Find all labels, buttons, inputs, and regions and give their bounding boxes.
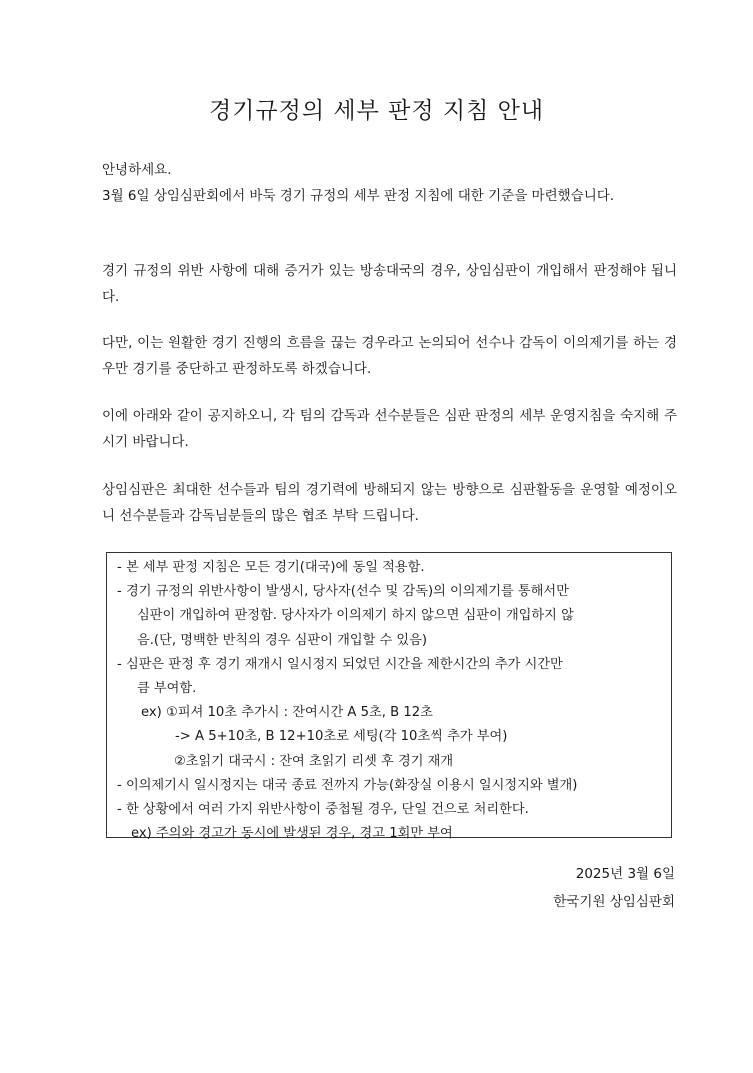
paragraph-3 <box>102 330 677 382</box>
paragraph-text: 상임심판은 최대한 선수들과 팀의 경기력에 방해되지 않는 방향으로 심판활동을 운영할 예정이오니 선수분들과 감독님분들의 많은 협조 부탁 드립니다. <box>102 482 677 524</box>
paragraph-1 <box>102 183 677 209</box>
notice-line: - 본 세부 판정 지침은 모든 경기(대국)에 동일 적용함. <box>117 560 425 575</box>
notice-line: ex) ①피셔 10초 추가시 : 잔여시간 A 5초, B 12초 <box>141 705 433 721</box>
paragraph-5 <box>102 477 677 529</box>
notice-box <box>106 552 672 842</box>
notice-line: ②초읽기 대국시 : 잔여 초읽기 리셋 후 경기 재개 <box>174 753 454 769</box>
greeting: 안녕하세요. <box>102 162 172 178</box>
notice-line: 심판이 개입하여 판정함. 당사자가 이의제기 하지 않으면 심판이 개입하지 않 <box>137 608 574 624</box>
paragraph-text: 경기 규정의 위반 사항에 대해 증거가 있는 방송대국의 경우, 상임심판이 개입해서 판정해야 됩니다. <box>102 263 677 305</box>
notice-line: ex) 주의와 경고가 동시에 발생된 경우, 경고 1회만 부여 <box>131 826 453 842</box>
paragraph-text: 3월 6일 상임심판회에서 바둑 경기 규정의 세부 판정 지침에 대한 기준을 마련했습니다. <box>102 188 615 204</box>
notice-line: - 심판은 판정 후 경기 재개시 일시정지 되었던 시간을 제한시간의 추가 시간만 <box>117 656 563 672</box>
document-title: 경기규정의 세부 판정 지침 안내 <box>208 98 545 124</box>
paragraph-2 <box>102 258 677 310</box>
notice-line: 음.(단, 명백한 반칙의 경우 심판이 개입할 수 있음) <box>137 632 428 648</box>
notice-line: - 경기 규정의 위반사항이 발생시, 당사자(선수 및 감독)의 이의제기를 통해서만 <box>117 584 569 600</box>
document-date: 2025년 3월 6일 <box>575 866 675 882</box>
document-signer: 한국기원 상임심판회 <box>553 894 675 910</box>
paragraph-text: 다만, 이는 원활한 경기 진행의 흐름을 끊는 경우라고 논의되어 선수나 감독이 이의제기를 하는 경우만 경기를 중단하고 판정하도록 하겠습니다. <box>102 335 677 377</box>
paragraph-4 <box>102 403 677 455</box>
notice-line: -> A 5+10초, B 12+10초로 세팅(각 10초씩 추가 부여) <box>175 729 508 745</box>
notice-line: - 이의제기시 일시정지는 대국 종료 전까지 가능(화장실 이용시 일시정지와 별개) <box>117 777 578 793</box>
notice-line: 큼 부여함. <box>137 681 197 697</box>
paragraph-text: 이에 아래와 같이 공지하오니, 각 팀의 감독과 선수분들은 심판 판정의 세부 운영지침을 숙지해 주시기 바랍니다. <box>102 408 677 450</box>
notice-line: - 한 상황에서 여러 가지 위반사항이 중첩될 경우, 단일 건으로 처리한다. <box>117 802 529 818</box>
